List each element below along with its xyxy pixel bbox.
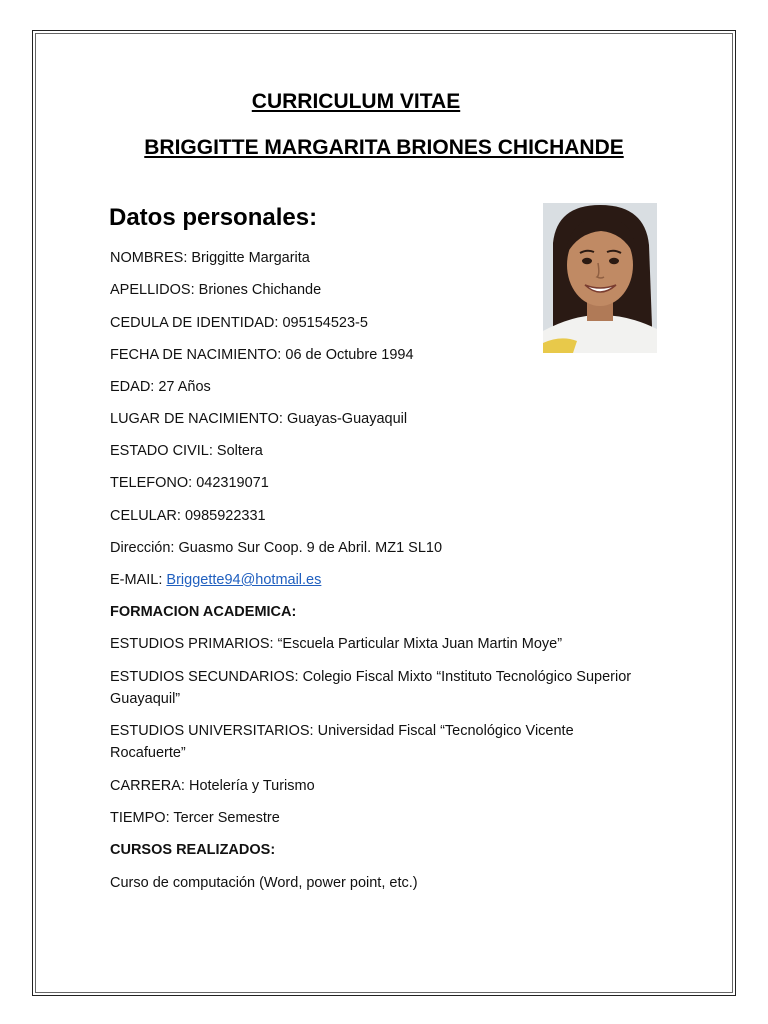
celular-value: 0985922331 bbox=[184, 508, 266, 524]
field-nombres bbox=[110, 247, 650, 269]
telefono-label: TELEFONO: bbox=[110, 475, 193, 491]
apellidos-value: Briones Chichande bbox=[198, 282, 322, 298]
field-apellidos bbox=[110, 279, 650, 301]
nombres-value: Briggitte Margarita bbox=[191, 250, 310, 266]
field-carrera bbox=[110, 775, 650, 797]
field-tiempo bbox=[110, 807, 650, 829]
primarios-value: “Escuela Particular Mixta Juan Martin Moye” bbox=[277, 636, 563, 652]
personal-data-heading: Datos personales: bbox=[109, 204, 318, 231]
tiempo-label: TIEMPO: bbox=[110, 810, 170, 826]
direccion-label: Dirección: bbox=[110, 540, 175, 556]
estado-civil-value: Soltera bbox=[216, 443, 263, 459]
full-name-heading: BRIGGITTE MARGARITA BRIONES CHICHANDE bbox=[144, 136, 624, 159]
field-celular bbox=[110, 505, 650, 527]
cedula-label: CEDULA DE IDENTIDAD: bbox=[110, 315, 279, 331]
field-lugar-nacimiento bbox=[110, 408, 650, 430]
fecha-nacimiento-label: FECHA DE NACIMIENTO: bbox=[110, 347, 282, 363]
field-telefono bbox=[110, 472, 650, 494]
universitarios-label: ESTUDIOS UNIVERSITARIOS: bbox=[110, 723, 314, 739]
tiempo-value: Tercer Semestre bbox=[173, 810, 280, 826]
celular-label: CELULAR: bbox=[110, 508, 181, 524]
curso-item: Curso de computación (Word, power point, etc.) bbox=[110, 875, 418, 891]
fecha-nacimiento-value: 06 de Octubre 1994 bbox=[285, 347, 414, 363]
universitarios-value: Universidad Fiscal “Tecnológico Vicente Rocafuerte” bbox=[110, 723, 574, 761]
field-edad bbox=[110, 376, 650, 398]
secundarios-label: ESTUDIOS SECUNDARIOS: bbox=[110, 669, 299, 685]
field-fecha-nacimiento bbox=[110, 344, 650, 366]
field-email bbox=[110, 569, 650, 591]
edad-label: EDAD: bbox=[110, 379, 155, 395]
telefono-value: 042319071 bbox=[196, 475, 269, 491]
cedula-value: 095154523-5 bbox=[282, 315, 368, 331]
carrera-value: Hotelería y Turismo bbox=[188, 778, 315, 794]
document-title: CURRICULUM VITAE bbox=[251, 90, 461, 113]
edad-value: 27 Años bbox=[158, 379, 211, 395]
email-label: E-MAIL: bbox=[110, 572, 163, 588]
field-estudios-primarios bbox=[110, 633, 650, 655]
lugar-nacimiento-label: LUGAR DE NACIMIENTO: bbox=[110, 411, 283, 427]
carrera-label: CARRERA: bbox=[110, 778, 185, 794]
nombres-label: NOMBRES: bbox=[110, 250, 188, 266]
email-link[interactable]: Briggette94@hotmail.es bbox=[166, 572, 322, 588]
formacion-heading: FORMACION ACADEMICA: bbox=[110, 604, 297, 620]
secundarios-value: Colegio Fiscal Mixto “Instituto Tecnológico Superior Guayaquil” bbox=[110, 669, 632, 707]
field-direccion bbox=[110, 537, 650, 559]
apellidos-label: APELLIDOS: bbox=[110, 282, 195, 298]
primarios-label: ESTUDIOS PRIMARIOS: bbox=[110, 636, 274, 652]
cursos-heading: CURSOS REALIZADOS: bbox=[110, 842, 276, 858]
field-cedula bbox=[110, 312, 650, 334]
field-estudios-universitarios bbox=[110, 720, 650, 764]
field-estado-civil bbox=[110, 440, 650, 462]
field-estudios-secundarios bbox=[110, 666, 650, 710]
lugar-nacimiento-value: Guayas-Guayaquil bbox=[286, 411, 408, 427]
direccion-value: Guasmo Sur Coop. 9 de Abril. MZ1 SL10 bbox=[178, 540, 443, 556]
estado-civil-label: ESTADO CIVIL: bbox=[110, 443, 213, 459]
